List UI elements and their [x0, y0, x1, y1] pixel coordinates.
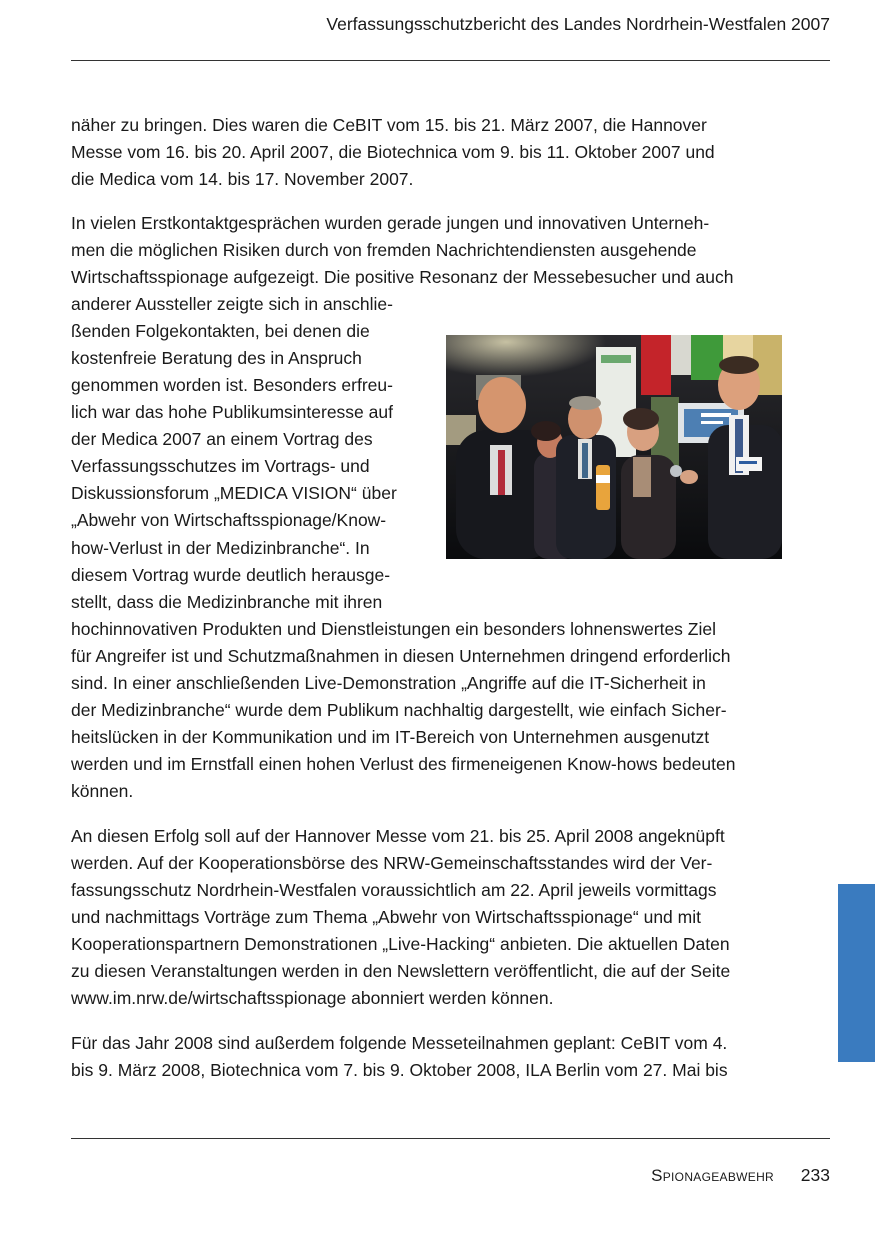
text-line: An diesen Erfolg soll auf der Hannover Messe vom 21. bis 25. April 2008 angeknüpft: [71, 826, 725, 846]
header-rule: [71, 60, 830, 61]
text-line: genommen worden ist. Besonders erfreu-: [71, 375, 393, 395]
text-line: der Medica 2007 an einem Vortrag des: [71, 429, 373, 449]
text-line: diesem Vortrag wurde deutlich herausge-: [71, 565, 391, 585]
text-line: In vielen Erstkontaktgesprächen wurden gerade jungen und innovativen Unterneh-: [71, 213, 710, 233]
text-line: www.im.nrw.de/wirtschaftsspionage abonniert werden können.: [71, 988, 554, 1008]
text-line: heitslücken in der Kommunikation und im IT-Bereich von Unternehmen ausgenutzt: [71, 727, 710, 747]
text-line: und nachmittags Vorträge zum Thema „Abwehr von Wirtschaftsspionage“ und mit: [71, 907, 701, 927]
text-line: Kooperationspartnern Demonstrationen „Live-Hacking“ anbieten. Die aktuellen Daten: [71, 934, 730, 954]
text-line: Diskussionsforum „MEDICA VISION“ über: [71, 483, 397, 503]
text-line: die Medica vom 14. bis 17. November 2007.: [71, 169, 414, 189]
header-title: Verfassungsschutzbericht des Landes Nordrhein-Westfalen 2007: [326, 14, 830, 34]
text-line: men die möglichen Risiken durch von fremden Nachrichtendiensten ausgehende: [71, 240, 697, 260]
text-line: zu diesen Veranstaltungen werden in den Newslettern veröffentlicht, die auf der Seite: [71, 961, 731, 981]
text-line: Für das Jahr 2008 sind außerdem folgende Messeteilnahmen geplant: CeBIT vom 4.: [71, 1033, 728, 1053]
text-line: können.: [71, 781, 134, 801]
trade-fair-photo: [446, 335, 782, 559]
text-line: hochinnovativen Produkten und Dienstleistungen ein besonders lohnenswertes Ziel: [71, 619, 716, 639]
text-line: Messe vom 16. bis 20. April 2007, die Biotechnica vom 9. bis 11. Oktober 2007 und: [71, 142, 715, 162]
text-line: how-Verlust in der Medizinbranche“. In: [71, 538, 370, 558]
text-line: bis 9. März 2008, Biotechnica vom 7. bis 9. Oktober 2008, ILA Berlin vom 27. Mai bis: [71, 1060, 728, 1080]
text-line: „Abwehr von Wirtschaftsspionage/Know-: [71, 510, 387, 530]
footer-section-title: Spionageabwehr: [651, 1166, 774, 1185]
text-line: für Angreifer ist und Schutzmaßnahmen in diesen Unternehmen dringend erforderlich: [71, 646, 731, 666]
text-line: werden und im Ernstfall einen hohen Verlust des firmeneigenen Know-hows bedeuten: [71, 754, 736, 774]
text-line: stellt, dass die Medizinbranche mit ihren: [71, 592, 383, 612]
text-line: lich war das hohe Publikumsinteresse auf: [71, 402, 393, 422]
text-line: anderer Aussteller zeigte sich in anschlie-: [71, 294, 393, 314]
page-number: 233: [800, 1165, 830, 1185]
text-line: der Medizinbranche“ wurde dem Publikum nachhaltig dargestellt, wie einfach Sicher-: [71, 700, 727, 720]
footer-rule: [71, 1138, 830, 1139]
text-line: fassungsschutz Nordrhein-Westfalen voraussichtlich am 22. April jeweils vormittags: [71, 880, 717, 900]
text-line: werden. Auf der Kooperationsbörse des NRW-Gemeinschaftsstandes wird der Ver-: [71, 853, 713, 873]
text-line: kostenfreie Beratung des in Anspruch: [71, 348, 362, 368]
text-line: sind. In einer anschließenden Live-Demonstration „Angriffe auf die IT-Sicherheit in: [71, 673, 706, 693]
chapter-tab: [838, 884, 875, 1062]
text-line: ßenden Folgekontakten, bei denen die: [71, 321, 370, 341]
text-line: Verfassungsschutzes im Vortrags- und: [71, 456, 370, 476]
text-line: näher zu bringen. Dies waren die CeBIT vom 15. bis 21. März 2007, die Hannover: [71, 115, 707, 135]
text-line: Wirtschaftsspionage aufgezeigt. Die positive Resonanz der Messebesucher und auch: [71, 267, 734, 287]
